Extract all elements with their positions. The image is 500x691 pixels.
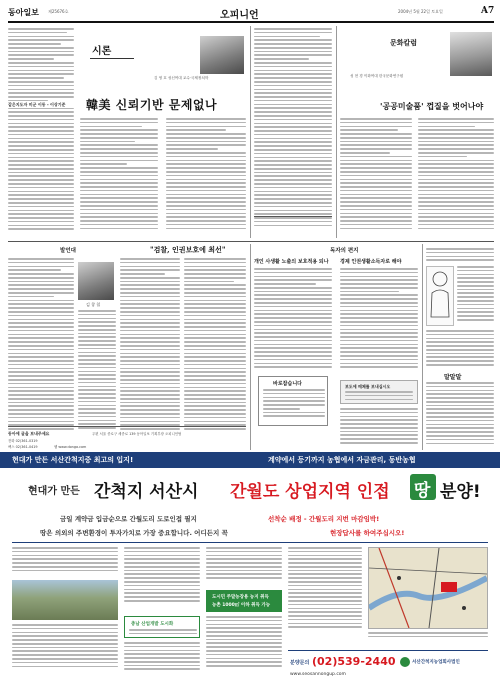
column1-kicker: 시론 (92, 46, 112, 57)
column1-headline: 韓美 신뢰기반 문제없나 (86, 98, 218, 112)
paper-name: 동아일보 (8, 7, 39, 17)
cartoon-box (426, 248, 494, 448)
column-divider-1 (250, 26, 251, 238)
contact-line-5: 우편 서울 종로구 세종로 139 동아일보 기획부장 오피니언팀 (92, 432, 182, 436)
page-date: 2004년 5월 22일 토요일 (398, 9, 443, 14)
column3-author: 김 창 철 (86, 302, 101, 307)
ad-top-right: 계약에서 등기까지 농협에서 자금관리, 동반농협 (268, 456, 416, 464)
ad-top-banner (0, 452, 500, 468)
column1-body-left (8, 28, 74, 236)
ad-aerial-photo (12, 580, 118, 620)
letter-2-body (340, 268, 418, 372)
column3-headline: "검찰, 인권보호에 최선" (150, 245, 226, 254)
column2-body-2 (418, 118, 494, 236)
contact-line-1: 동아에 글을 보내주세요 (8, 431, 50, 436)
letter-1-body (254, 268, 332, 372)
ad-note-2: 충남 산업개발 도시화 (131, 622, 174, 627)
column1-subhead: 같은지도자 미군 이동 - 이상기준 (8, 102, 74, 108)
column1-end-rule (254, 216, 332, 217)
ad-sub1-text: 금일 계약금 입금순으로 간월도리 도로인접 필지 (60, 515, 197, 523)
column1-header (78, 28, 248, 88)
column1-author: 김 영 호 성신여대 교수·국제정치학 (154, 76, 209, 80)
submit-box-body (345, 391, 413, 403)
ad-body-col2 (124, 547, 200, 613)
ad-note-box-2 (124, 616, 200, 638)
cartoon-top-body (426, 248, 494, 264)
section-title: 오피니언 (220, 10, 259, 21)
column2-body (340, 118, 412, 236)
ad-phone-label: 분양문의 (290, 660, 310, 666)
column-divider-4 (422, 244, 423, 450)
contact-line-2: 전화 02)361-0319 (8, 439, 38, 443)
ad-note-2-body (129, 629, 197, 637)
correction-body (263, 389, 325, 423)
cartoon-quotes (426, 382, 494, 448)
cartoon-lower-body (426, 330, 494, 370)
ad-body-col3-lower (206, 616, 282, 678)
column3-body-4 (184, 258, 246, 434)
cartoon-kicker: 말말말 (444, 374, 462, 381)
ad-sub-1 (0, 514, 500, 526)
ad-note-1: 농촌 1000㎡ 이하 취득 가능 (212, 603, 271, 608)
masthead-rule (8, 21, 494, 23)
column3-author-photo (78, 262, 114, 300)
column3-body-2 (78, 310, 116, 434)
column1-author-photo (200, 36, 244, 74)
letter-3-body (340, 408, 418, 448)
issue-number: 제25676호 (48, 9, 69, 14)
ad-sub-2 (0, 528, 500, 540)
column3-body-3 (120, 258, 180, 434)
correction-box (258, 376, 328, 426)
contact-box (8, 426, 246, 450)
cartoon-side-body (457, 266, 494, 326)
column3-kicker: 발언대 (60, 248, 76, 254)
ad-main-end: 분양! (440, 482, 481, 502)
ad-body-col1 (12, 547, 118, 577)
ad-main-stamp: 땅 (414, 481, 431, 501)
ad-top-left: 현대가 만든 서산간척지중 최고의 입지! (12, 456, 134, 464)
column2-author: 성 현 경 이화여대 한국문화연구원 (350, 74, 404, 78)
ad-sub2-highlight: 현장답사를 하여주십시오! (330, 529, 405, 537)
submit-box (340, 380, 418, 404)
ad-body-col4 (288, 547, 362, 645)
column3-body-1 (8, 258, 74, 434)
ad-map-caption (368, 632, 488, 642)
column2-header (340, 28, 494, 88)
ad-location-map (368, 547, 488, 629)
submit-box-title: 보도에 매체를 보내십시오 (345, 384, 391, 389)
page-number: A7 (481, 6, 495, 16)
ad-company: 서산간척지농업회사법인 (412, 660, 460, 665)
ad-main-headline (0, 470, 500, 512)
cartoon-drawing (426, 266, 454, 326)
ad-url[interactable]: www.seosannongup.com (290, 672, 346, 677)
ad-phone-number[interactable]: (02)539-2440 (312, 655, 396, 668)
column2-headline: '공공미술품' 껍질을 벗어나야 (380, 101, 484, 111)
ad-main-middle: 간척지 서산시 (94, 482, 199, 502)
ad-divider (12, 542, 488, 543)
column1-kicker-rule (90, 58, 134, 59)
column1-body-2 (166, 118, 246, 236)
letter-1-headline: 개인 사생활 노출의 보호적용 되나 (254, 259, 329, 265)
ad-sub1-highlight: 선착순 배정 - 간월도리 지번 마감임박! (268, 515, 380, 523)
ad-note-box-1 (206, 590, 282, 612)
column2-author-photo (450, 32, 492, 76)
column1-continuation (254, 28, 332, 236)
ad-main-stamp-box (410, 474, 436, 500)
correction-title: 바로잡습니다 (273, 381, 302, 387)
ad-body-col2-lower (124, 642, 200, 678)
letter-2-headline: 경제 인권생활소득자로 해야 (340, 259, 402, 265)
upper-section-rule (8, 241, 494, 242)
column-divider-3 (250, 244, 251, 450)
ad-company-logo (400, 657, 410, 667)
ad-main-highlight: 간월도 상업지역 인접 (230, 482, 390, 502)
ad-body-col1-lower (12, 624, 118, 678)
column2-kicker: 문화칼럼 (390, 38, 418, 47)
ad-note-0: 도시민 주말농장용 농지 취득 (212, 595, 269, 600)
column1-body (80, 118, 158, 236)
ad-phone-box (288, 650, 488, 682)
ad-body-col3 (206, 547, 282, 587)
ad-main-brand: 현대가 만든 (28, 486, 80, 497)
contact-line-3: 팩스 02)361-0419 (8, 445, 38, 449)
column-divider-2 (336, 26, 337, 238)
letters-kicker: 독자의 편지 (330, 248, 359, 254)
contact-line-4[interactable]: 웹 www.donga.com (54, 445, 87, 449)
masthead (8, 6, 494, 20)
ad-sub2-text: 땅은 의외의 주변환경이 투자가치로 가장 중요합니다. 어디든지 꼭 (40, 529, 228, 537)
